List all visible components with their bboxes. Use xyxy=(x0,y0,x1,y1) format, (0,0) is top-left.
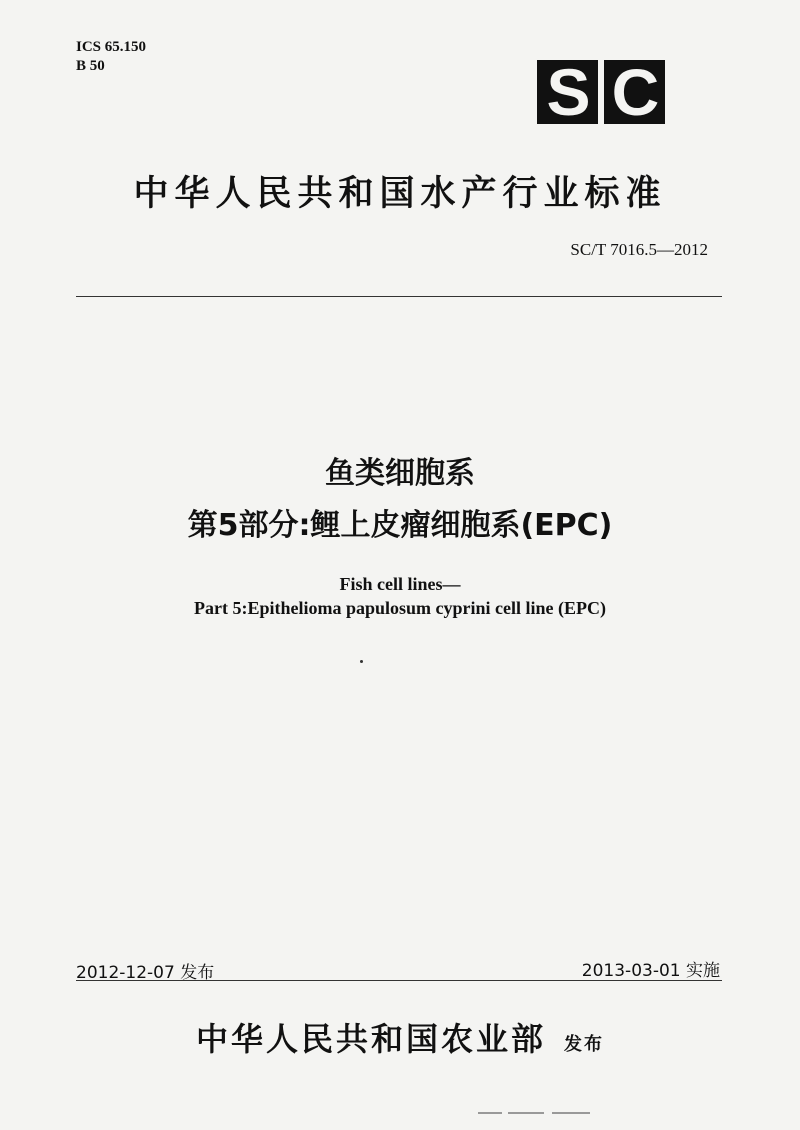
publish-date: 2012-12-07 发布 xyxy=(76,963,215,983)
issued-label: 发布 xyxy=(564,1034,604,1055)
issuing-authority xyxy=(0,1014,800,1060)
authority-name: 中华人民共和国农业部 xyxy=(195,1020,546,1058)
header-divider xyxy=(76,296,722,297)
classification-codes xyxy=(76,38,146,76)
sc-logo xyxy=(537,55,665,129)
title-zh-line1: 鱼类细胞系 xyxy=(325,456,475,491)
footer-divider xyxy=(76,980,722,981)
logo-letter-c: C xyxy=(604,60,665,124)
ccs-code: B 50 xyxy=(76,58,105,74)
bottom-dash-3 xyxy=(552,1112,590,1114)
ics-code: ICS 65.150 xyxy=(76,39,147,55)
logo-letter-s: S xyxy=(537,60,598,124)
title-zh-line2: 第5部分:鲤上皮瘤细胞系(EPC) xyxy=(187,508,613,543)
bottom-dash-2 xyxy=(508,1112,544,1114)
standard-number: SC/T 7016.5—2012 xyxy=(570,240,708,259)
bottom-dash-1 xyxy=(478,1112,502,1114)
implement-date: 2013-03-01 实施 xyxy=(581,961,720,981)
title-en-line2: Part 5:Epithelioma papulosum cyprini cell line (EPC) xyxy=(194,598,606,618)
stray-mark xyxy=(360,660,363,663)
standard-title: 中华人民共和国水产行业标准 xyxy=(133,174,667,214)
title-en-line1: Fish cell lines— xyxy=(339,574,461,594)
